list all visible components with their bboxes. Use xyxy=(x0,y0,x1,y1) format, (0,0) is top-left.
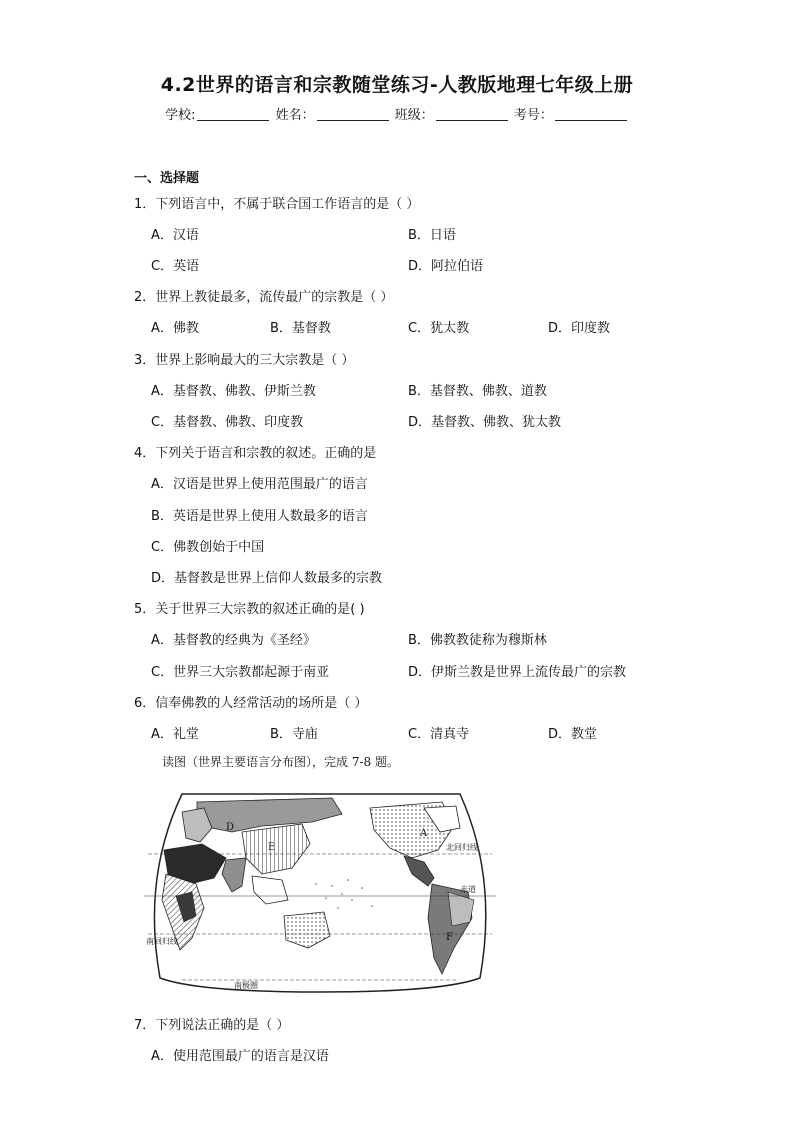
map-instruction: 读图（世界主要语言分布图），完成 7-8 题。 xyxy=(162,755,399,769)
option-a: A．礼堂 xyxy=(151,727,199,742)
school-blank xyxy=(197,107,269,121)
label-f: F xyxy=(446,932,453,943)
label-north-tropic: 北回归线 xyxy=(446,843,478,852)
exam-number-blank xyxy=(555,107,627,121)
label-e: E xyxy=(268,842,276,853)
name-label: 姓名： xyxy=(275,108,315,123)
option-b: B．基督教、佛教、道教 xyxy=(408,384,547,399)
option-b: B．英语是世界上使用人数最多的语言 xyxy=(151,509,368,524)
option-a: A．基督教的经典为《圣经》 xyxy=(151,633,316,648)
question-stem: 5．关于世界三大宗教的叙述正确的是( ) xyxy=(134,602,365,617)
option-d: D．教堂 xyxy=(548,727,598,742)
option-a: A．佛教 xyxy=(151,321,199,336)
option-c: C．基督教、佛教、印度教 xyxy=(151,415,304,430)
label-equator: 赤道 xyxy=(460,885,476,894)
question-stem: 4．下列关于语言和宗教的叙述。正确的是 xyxy=(134,446,377,461)
option-d: D．伊斯兰教是世界上流传最广的宗教 xyxy=(408,665,627,680)
option-c: C．犹太教 xyxy=(408,321,470,336)
label-south-tropic: 南回归线 xyxy=(146,937,178,946)
option-d: D．基督教是世界上信仰人数最多的宗教 xyxy=(151,571,383,586)
option-a: A．汉语 xyxy=(151,228,199,243)
option-c: C．佛教创始于中国 xyxy=(151,540,265,555)
option-d: D．基督教、佛教、犹太教 xyxy=(408,415,562,430)
label-antarctic: 南极圈 xyxy=(234,981,258,990)
name-blank xyxy=(317,107,389,121)
question-stem: 1．下列语言中，不属于联合国工作语言的是（ ） xyxy=(134,197,420,212)
option-b: B．寺庙 xyxy=(270,727,318,742)
question-stem: 3．世界上影响最大的三大宗教是（ ） xyxy=(134,353,355,368)
label-a: A xyxy=(420,828,428,839)
class-blank xyxy=(436,107,508,121)
option-c: C．英语 xyxy=(151,259,200,274)
question-stem: 2．世界上教徒最多，流传最广的宗教是（ ） xyxy=(134,290,394,305)
question-stem: 6．信奉佛教的人经常活动的场所是（ ） xyxy=(134,696,368,711)
option-b: B．基督教 xyxy=(270,321,331,336)
option-c: C．清真寺 xyxy=(408,727,470,742)
label-d: D xyxy=(226,822,235,833)
question-stem: 7．下列说法正确的是（ ） xyxy=(134,1018,290,1033)
option-a: A．使用范围最广的语言是汉语 xyxy=(151,1049,329,1064)
option-d: D．印度教 xyxy=(548,321,611,336)
world-language-map xyxy=(142,788,498,996)
page-title: 4.2世界的语言和宗教随堂练习-人教版地理七年级上册 xyxy=(160,74,634,96)
option-c: C．世界三大宗教都起源于南亚 xyxy=(151,665,330,680)
option-b: B．日语 xyxy=(408,228,456,243)
option-b: B．佛教教徒称为穆斯林 xyxy=(408,633,547,648)
option-a: A．汉语是世界上使用范围最广的语言 xyxy=(151,477,368,492)
school-label: 学校: xyxy=(165,108,196,123)
student-info xyxy=(0,104,794,123)
option-d: D．阿拉伯语 xyxy=(408,259,484,274)
option-a: A．基督教、佛教、伊斯兰教 xyxy=(151,384,316,399)
class-label: 班级： xyxy=(394,108,434,123)
exam-number-label: 考号： xyxy=(513,108,553,123)
section-heading: 一、选择题 xyxy=(134,171,200,186)
